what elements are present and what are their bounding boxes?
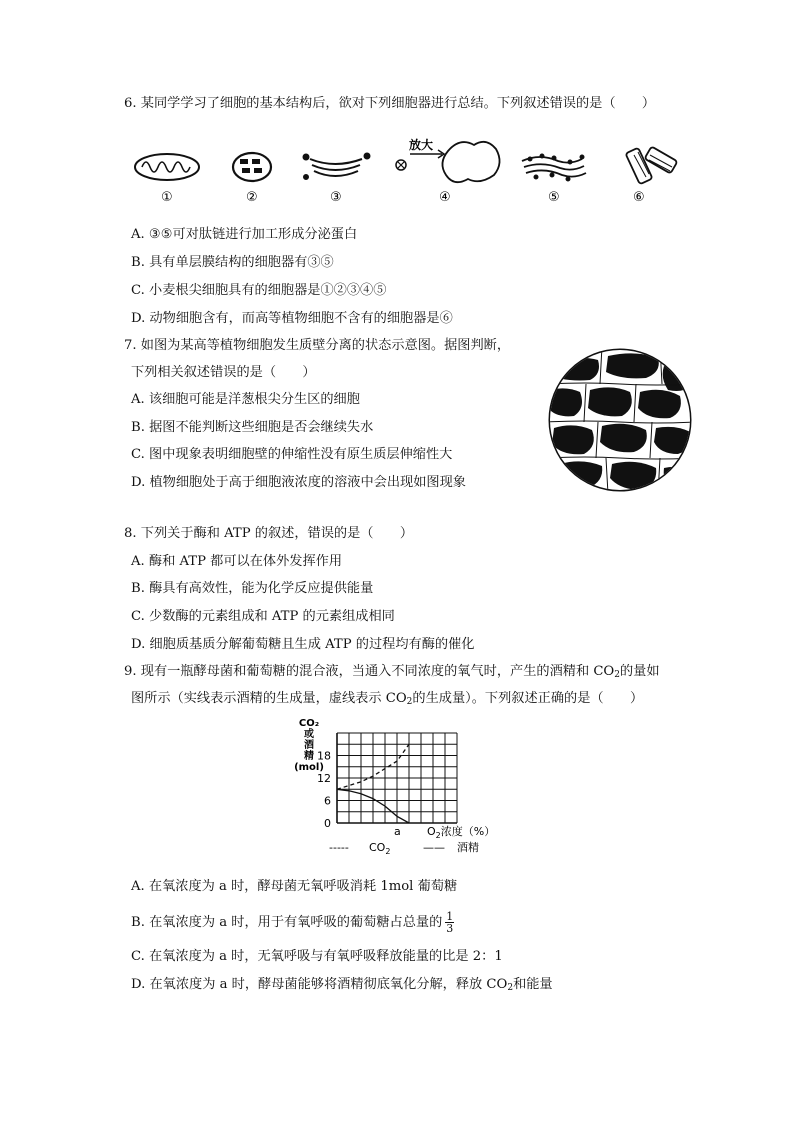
q6-option-a: A. ③⑤可对肽链进行加工形成分泌蛋白 (131, 227, 358, 242)
enlarge-label: 放大 (409, 138, 434, 152)
x-axis-label: $O_2$浓度（%） (427, 825, 496, 840)
organelle-label-6: ⑥ (633, 190, 645, 205)
q6-organelle-figure (130, 135, 690, 207)
y-tick-label: 6 (324, 794, 331, 808)
q7-option-b: B. 据图不能判断这些细胞是否会继续失水 (131, 420, 374, 435)
q6-stem: 6. 某同学学习了细胞的基本结构后，欲对下列细胞器进行总结。下列叙述错误的是（ ） (124, 96, 656, 111)
y-label-line: 酒 (304, 740, 314, 751)
organelle-label-2: ② (246, 190, 258, 205)
organelle-label-4: ④ (439, 190, 451, 205)
q8-option-c: C. 少数酶的元素组成和 ATP 的元素组成相同 (131, 609, 395, 624)
endoplasmic-reticulum-icon (522, 154, 586, 180)
chart-grid (337, 733, 457, 823)
mitochondrion-icon (135, 154, 199, 180)
y-label-line: 精 (304, 751, 314, 762)
q9-stem-line1: 9. 现有一瓶酵母菌和葡萄糖的混合液，当通入不同浓度的氧气时，产生的酒精和 $CO_2$的量如 (124, 664, 660, 680)
centriole-icon (625, 146, 677, 184)
organelle-label-1: ① (161, 190, 173, 205)
y-label-line: CO₂ (298, 718, 320, 729)
q7-option-a: A. 该细胞可能是洋葱根尖分生区的细胞 (131, 392, 360, 407)
y-tick-label: 12 (317, 772, 331, 785)
golgi-apparatus-icon (304, 154, 370, 180)
y-axis-label (294, 718, 324, 773)
q9-chart (285, 715, 515, 857)
legend-alcohol-swatch: —— (423, 841, 445, 854)
x-tick-label-a: a (394, 825, 401, 838)
chart-legend (329, 840, 479, 856)
q6-option-b: B. 具有单层膜结构的细胞器有③⑤ (131, 255, 334, 270)
organelle-label-3: ③ (330, 190, 342, 205)
q7-option-c: C. 图中现象表明细胞壁的伸缩性没有原生质层伸缩性大 (131, 447, 453, 462)
q9-option-d: D. 在氧浓度为 a 时，酵母菌能够将酒精彻底氧化分解，释放 $CO_2$和能量 (131, 977, 553, 993)
q7-stem-line2: 下列相关叙述错误的是（ ） (131, 365, 316, 380)
q7-option-d: D. 植物细胞处于高于细胞液浓度的溶液中会出现如图现象 (131, 475, 466, 490)
q8-stem: 8. 下列关于酶和 ATP 的叙述，错误的是（ ） (124, 526, 414, 541)
plasmolysis-cell-figure (546, 346, 694, 494)
q9-option-b: B. 在氧浓度为 a 时，用于有氧呼吸的葡萄糖占总量的 $\frac{1}{3}$ (131, 910, 454, 935)
legend-co2-label: $CO_2$ (369, 841, 391, 856)
q8-option-d: D. 细胞质基质分解葡萄糖且生成 ATP 的过程均有酶的催化 (131, 637, 475, 652)
y-tick-label: 0 (324, 817, 331, 830)
q6-option-d: D. 动物细胞含有，而高等植物细胞不含有的细胞器是⑥ (131, 311, 453, 326)
chloroplast-icon (233, 153, 271, 181)
q9-option-a: A. 在氧浓度为 a 时，酵母菌无氧呼吸消耗 1mol 葡萄糖 (131, 879, 458, 894)
organelle-label-5: ⑤ (548, 190, 560, 205)
y-tick-label: 18 (317, 749, 331, 763)
legend-alcohol-label: 酒精 (457, 841, 479, 854)
q7-stem-line1: 7. 如图为某高等植物细胞发生质壁分离的状态示意图。据图判断， (124, 338, 511, 353)
q8-option-a: A. 酶和 ATP 都可以在体外发挥作用 (131, 554, 343, 569)
q6-option-c: C. 小麦根尖细胞具有的细胞器是①②③④⑤ (131, 283, 387, 298)
y-label-line: 或 (304, 729, 314, 740)
legend-co2-swatch: ----- (329, 841, 349, 854)
y-label-line: (mol) (294, 762, 324, 773)
q8-option-b: B. 酶具有高效性，能为化学反应提供能量 (131, 581, 374, 596)
y-tick-labels (317, 750, 331, 831)
fraction-one-third: $\frac{1}{3}$ (446, 910, 454, 935)
q9-stem-line2: 图所示（实线表示酒精的生成量，虚线表示 $CO_2$的生成量）。下列叙述正确的是（ ） (131, 691, 644, 707)
q9-option-c: C. 在氧浓度为 a 时，无氧呼吸与有氧呼吸释放能量的比是 2：1 (131, 949, 503, 964)
